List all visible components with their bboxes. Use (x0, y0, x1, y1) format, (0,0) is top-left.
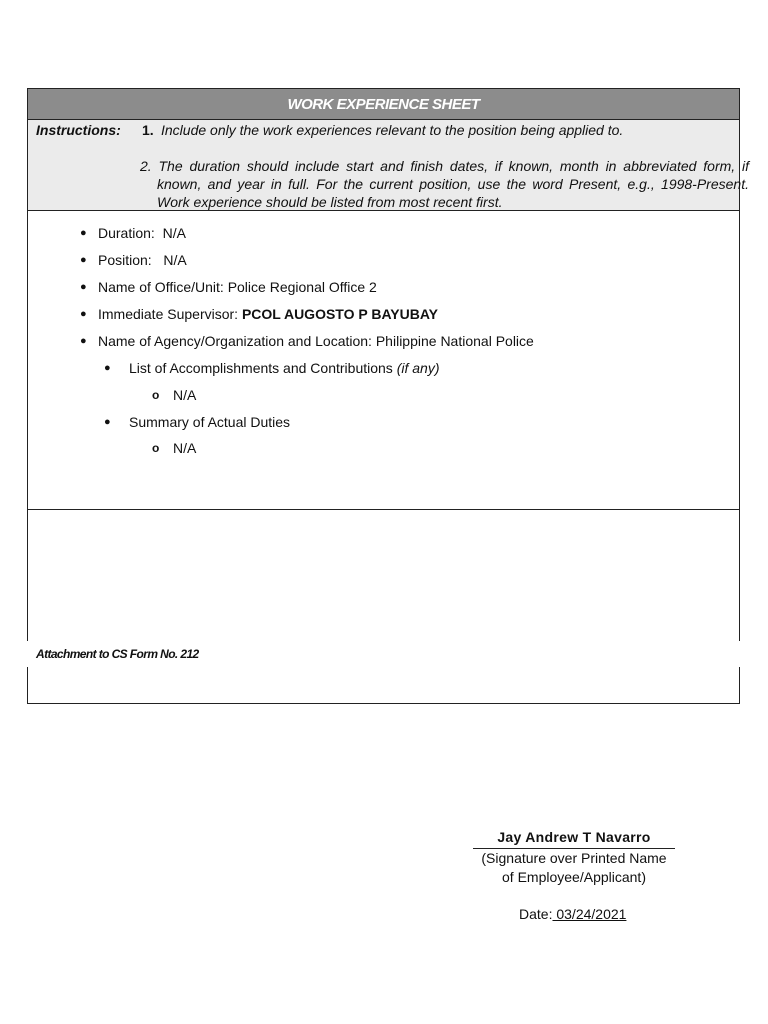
duties-row (104, 412, 290, 432)
duration-value: N/A (162, 225, 186, 241)
instructions-label: Instructions: (36, 122, 121, 138)
date-row (519, 906, 626, 922)
position-value: N/A (163, 252, 187, 268)
sheet-title (28, 89, 739, 120)
duties-value: N/A (173, 440, 197, 456)
position-row (80, 250, 187, 270)
supervisor-value: PCOL AUGOSTO P BAYUBAY (241, 306, 439, 322)
instructions-section (28, 120, 749, 211)
office-label: Name of Office/Unit: (98, 279, 224, 295)
sub-bullet-icon: o (152, 441, 160, 455)
bullet-icon: ● (80, 227, 87, 239)
signature-caption-line-2: of Employee/Applicant) (502, 869, 646, 885)
bullet-icon: ● (104, 362, 111, 374)
duties-item (152, 438, 196, 458)
supervisor-row (80, 304, 438, 324)
position-label: Position: (98, 252, 152, 268)
signature-caption-line-1: (Signature over Printed Name (481, 850, 667, 866)
signature-caption (466, 849, 682, 887)
bullet-icon: ● (80, 335, 87, 347)
duration-label: Duration: (98, 225, 155, 241)
accomplishments-label: List of Accomplishments and Contributions (129, 360, 393, 376)
office-row (80, 277, 377, 297)
duties-label: Summary of Actual Duties (129, 414, 291, 430)
agency-row (80, 331, 534, 351)
office-value: Police Regional Office 2 (227, 279, 377, 295)
work-experience-sheet (27, 88, 749, 704)
bullet-icon: ● (80, 281, 87, 293)
bullet-icon: ● (104, 416, 111, 428)
attachment-label: Attachment to CS Form No. 212 (36, 647, 199, 661)
instruction-1-number: 1. (142, 122, 154, 138)
accomplishments-row (104, 358, 440, 378)
sub-bullet-icon: o (152, 388, 160, 402)
experience-entry (28, 211, 739, 510)
signatory-name: Jay Andrew T Navarro (473, 829, 675, 849)
agency-value: Philippine National Police (375, 333, 534, 349)
instruction-2-text: 2. The duration should include start and finish dates, if known, month in abbreviated form, if known, and year in full. For the current position, use the word Present, e.g., 1998-Present. Work experience should be listed from most recent first. (140, 158, 749, 210)
duration-row (80, 223, 186, 243)
date-value: 03/24/2021 (552, 906, 627, 922)
bullet-icon: ● (80, 254, 87, 266)
sheet-title-text: WORK EXPERIENCE SHEET (287, 95, 480, 113)
agency-label: Name of Agency/Organization and Location: (98, 333, 372, 349)
date-label: Date: (519, 906, 553, 922)
accomplishments-note: (if any) (396, 360, 440, 376)
accomplishments-value: N/A (173, 387, 197, 403)
accomplishments-item (152, 385, 196, 405)
bullet-icon: ● (80, 308, 87, 320)
supervisor-label: Immediate Supervisor: (98, 306, 239, 322)
instruction-1-text: Include only the work experiences relevant to the position being applied to. (161, 122, 624, 138)
